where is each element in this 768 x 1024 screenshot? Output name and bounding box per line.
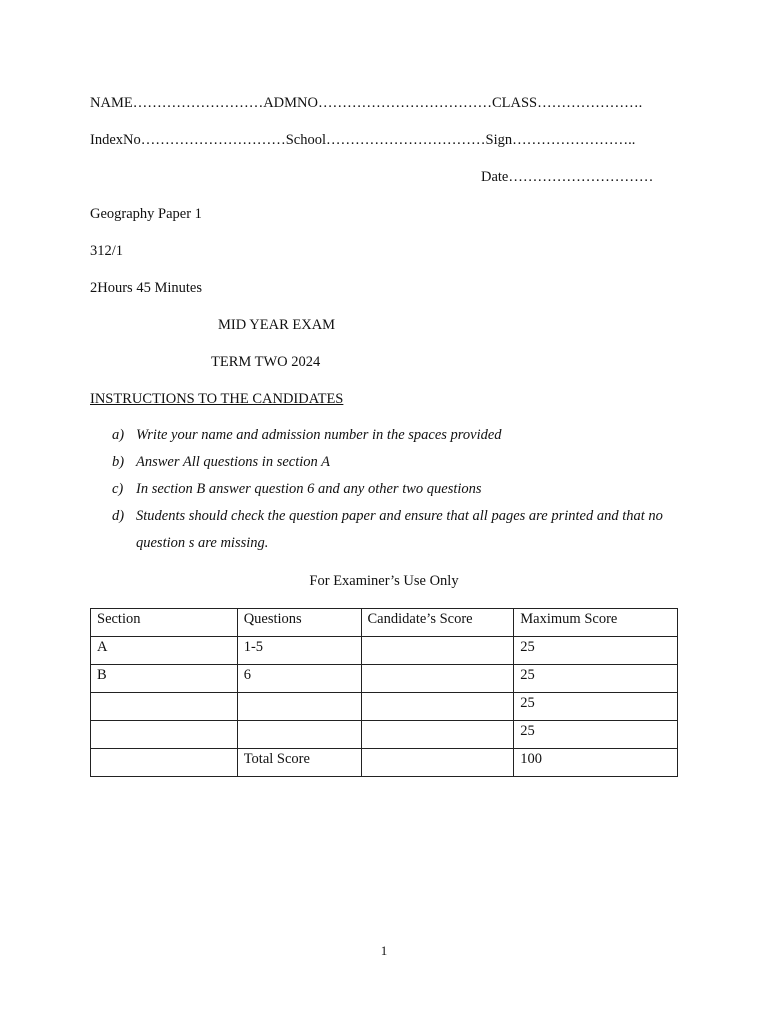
table-cell <box>361 721 514 749</box>
table-row <box>91 721 678 749</box>
header-cell-candidate-score: Candidate’s Score <box>361 609 514 637</box>
header-cell-maximum-score: Maximum Score <box>514 609 678 637</box>
table-cell <box>237 721 361 749</box>
table-cell: 25 <box>514 665 678 693</box>
paper-code: 312/1 <box>90 243 124 259</box>
name-admno-class-line: NAME………………………ADMNO………………………………CLASS…………………. <box>90 95 643 111</box>
date-line: Date………………………… <box>481 169 654 185</box>
table-cell <box>361 693 514 721</box>
instructions-list <box>112 422 692 557</box>
instruction-text: Write your name and admission number in the spaces provided <box>136 427 502 443</box>
header-cell-questions: Questions <box>237 609 361 637</box>
table-cell: 25 <box>514 693 678 721</box>
table-cell: A <box>91 637 238 665</box>
instruction-text: Answer All questions in section A <box>136 454 331 470</box>
table-cell <box>361 749 514 777</box>
table-cell <box>361 665 514 693</box>
table-cell: Total Score <box>237 749 361 777</box>
examiner-caption: For Examiner’s Use Only <box>309 573 459 589</box>
subject-title: Geography Paper 1 <box>90 206 202 222</box>
table-cell <box>91 721 238 749</box>
table-cell: 25 <box>514 637 678 665</box>
exam-name: MID YEAR EXAM <box>218 317 336 333</box>
table-cell: 6 <box>237 665 361 693</box>
instruction-label: c) <box>112 481 124 497</box>
table-cell: 25 <box>514 721 678 749</box>
table-cell <box>237 693 361 721</box>
table-row <box>91 693 678 721</box>
examiner-score-table <box>90 608 678 777</box>
exam-duration: 2Hours 45 Minutes <box>90 280 202 296</box>
page-number: 1 <box>380 943 388 958</box>
instruction-label: d) <box>112 508 125 524</box>
table-row <box>91 637 678 665</box>
instruction-text: Students should check the question paper and ensure that all pages are printed and that no question s are missing. <box>136 508 663 551</box>
table-cell: 1-5 <box>237 637 361 665</box>
table-cell <box>361 637 514 665</box>
table-row-total <box>91 749 678 777</box>
instruction-label: a) <box>112 427 125 443</box>
instruction-text: In section B answer question 6 and any other two questions <box>136 481 482 497</box>
instruction-item <box>112 422 692 449</box>
header-cell-section: Section <box>91 609 238 637</box>
table-header-row <box>91 609 678 637</box>
instruction-item <box>112 503 692 557</box>
table-cell <box>91 693 238 721</box>
instructions-heading: INSTRUCTIONS TO THE CANDIDATES <box>90 391 344 407</box>
index-school-sign-line: IndexNo…………………………School……………………………Sign…………………….. <box>90 132 636 148</box>
exam-term: TERM TWO 2024 <box>211 354 321 370</box>
instruction-item <box>112 449 692 476</box>
table-row <box>91 665 678 693</box>
instruction-label: b) <box>112 454 125 470</box>
table-cell: 100 <box>514 749 678 777</box>
table-cell: B <box>91 665 238 693</box>
table-cell <box>91 749 238 777</box>
instruction-item <box>112 476 692 503</box>
